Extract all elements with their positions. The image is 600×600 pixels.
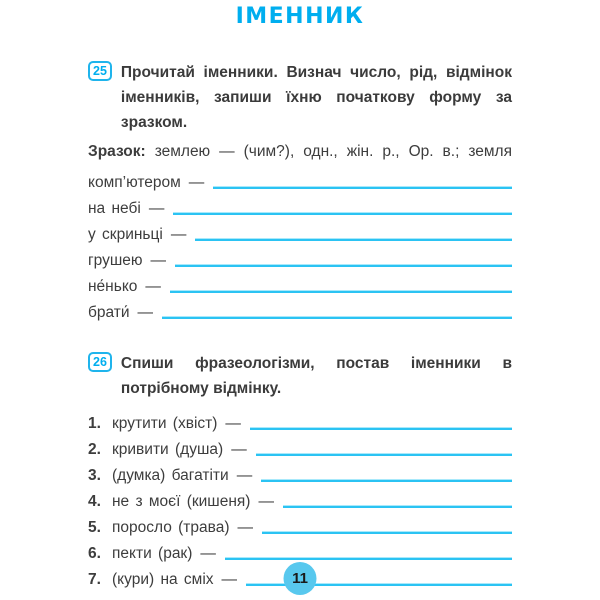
phrase-label: (думка) багатіти xyxy=(112,467,229,484)
dash: — xyxy=(231,441,247,458)
dash: — xyxy=(237,519,253,536)
word-label: грушею xyxy=(88,252,143,269)
phrase-row xyxy=(88,537,512,563)
fill-in-row xyxy=(88,244,512,270)
answer-line xyxy=(195,239,512,241)
answer-line xyxy=(162,317,512,319)
dash: — xyxy=(200,545,216,562)
sample-line xyxy=(88,140,512,164)
item-number: 5. xyxy=(88,519,101,536)
item-number: 1. xyxy=(88,415,101,432)
phrase-row xyxy=(88,407,512,433)
exercise-25-rows xyxy=(88,166,512,322)
answer-line xyxy=(225,558,512,560)
word-label: комп’ютером xyxy=(88,174,181,191)
sample-text: землею — (чим?), одн., жін. р., Ор. в.; земля xyxy=(154,143,512,160)
dash: — xyxy=(236,467,253,484)
phrase-row xyxy=(88,459,512,485)
item-number: 4. xyxy=(88,493,101,510)
item-number: 3. xyxy=(88,467,101,484)
answer-line xyxy=(262,532,512,534)
dash: — xyxy=(221,571,238,588)
answer-line xyxy=(213,187,512,189)
answer-line xyxy=(256,454,512,456)
exercise-25-instruction: Прочитай іменники. Визнач число, рід, відмінок іменників, запиши їхню початкову форму за зразком. xyxy=(120,64,512,131)
dash: — xyxy=(258,493,274,510)
word-label: у скриньці xyxy=(88,226,163,243)
exercise-number-badge: 26 xyxy=(88,352,112,372)
answer-line xyxy=(175,265,512,267)
page-title: ІМЕННИК xyxy=(235,4,365,29)
dash: — xyxy=(188,174,205,191)
phrase-label: поросло (трава) xyxy=(112,519,230,536)
page-content xyxy=(88,0,512,589)
phrase-row xyxy=(88,433,512,459)
fill-in-row xyxy=(88,192,512,218)
phrase-label: крутити (хвіст) xyxy=(112,415,218,432)
phrase-row xyxy=(88,485,512,511)
phrase-row xyxy=(88,511,512,537)
word-label: на небі xyxy=(88,200,141,217)
dash: — xyxy=(145,278,161,295)
dash: — xyxy=(148,200,165,217)
dash: — xyxy=(150,252,167,269)
exercise-number-badge: 25 xyxy=(88,61,112,81)
fill-in-row xyxy=(88,166,512,192)
exercise-26-header xyxy=(88,351,512,401)
answer-line xyxy=(170,291,512,293)
exercise-26-instruction: Спиши фразеологізми, постав іменники в потрібному відмінку. xyxy=(120,355,512,397)
fill-in-row xyxy=(88,270,512,296)
word-label: брати́ xyxy=(88,304,130,321)
phrase-label: кривити (душа) xyxy=(112,441,224,458)
dash: — xyxy=(170,226,187,243)
fill-in-row xyxy=(88,296,512,322)
dash: — xyxy=(137,304,154,321)
answer-line xyxy=(261,480,512,482)
answer-line xyxy=(250,428,512,430)
sample-label: Зразок: xyxy=(88,143,146,160)
answer-line xyxy=(283,506,512,508)
item-number: 7. xyxy=(88,571,101,588)
fill-in-row xyxy=(88,218,512,244)
word-label: не́нько xyxy=(88,278,138,295)
phrase-label: (кури) на сміх xyxy=(112,571,214,588)
answer-line xyxy=(173,213,512,215)
dash: — xyxy=(225,415,241,432)
phrase-label: не з моєї (кишеня) xyxy=(112,493,251,510)
page-number-badge: 11 xyxy=(284,562,317,595)
item-number: 6. xyxy=(88,545,101,562)
item-number: 2. xyxy=(88,441,101,458)
exercise-25-header xyxy=(88,60,512,135)
phrase-label: пекти (рак) xyxy=(112,545,193,562)
